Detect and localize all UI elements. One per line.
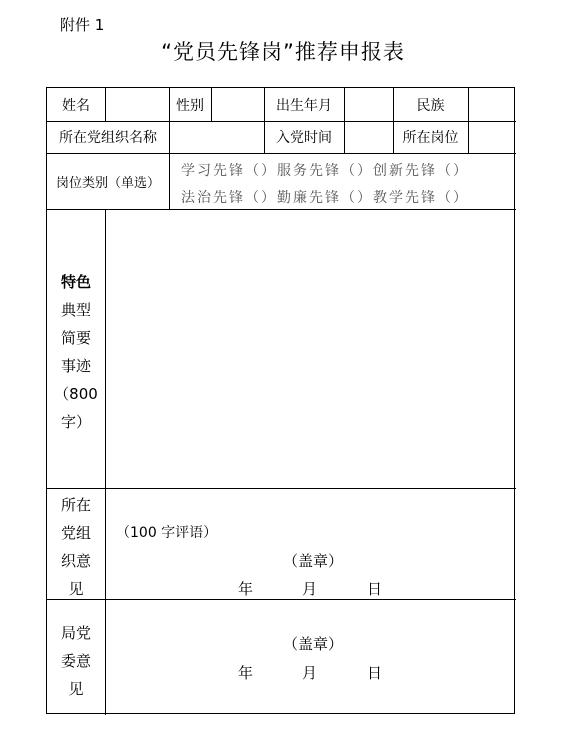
deeds-label-line: 字） [60,413,91,431]
attachment-label: 附件 1 [60,16,105,34]
org-opinion-label-line: 织意 [60,552,91,570]
join-date-input-cell[interactable] [344,121,393,153]
org-seal-label: （盖章） [283,552,344,570]
application-form [46,87,515,714]
bureau-date-month: 月 [302,664,318,682]
bureau-date-year: 年 [238,664,254,682]
bureau-opinion-label-line: 局党 [60,624,91,642]
org-date-year: 年 [238,580,254,598]
name-label: 姓名 [62,97,90,114]
category-options-line-2[interactable]: 法治先锋（）勤廉先锋（）教学先锋（） [181,190,469,206]
deeds-label-line: 特色 [60,273,91,291]
birth-input-cell[interactable] [344,88,393,121]
org-date-month: 月 [302,580,318,598]
gender-input-cell[interactable] [211,88,264,121]
bureau-seal-label: （盖章） [283,635,344,653]
bureau-date-day: 日 [367,664,383,682]
post-category-label: 岗位类别（单选） [55,175,160,191]
deeds-label [47,268,105,436]
form-title: “党员先锋岗”推荐申报表 [161,40,405,64]
ethnicity-input-cell[interactable] [468,88,516,121]
deeds-label-line: （800 [54,385,98,403]
org-opinion-label-line: 所在 [60,496,91,514]
join-date-label: 入党时间 [276,130,332,146]
bureau-opinion-content-area[interactable] [106,600,516,715]
org-name-input-cell[interactable] [169,121,264,153]
bureau-opinion-label-line: 见 [68,680,84,698]
org-opinion-label-line: 党组 [60,524,91,542]
col-divider [169,153,170,209]
deeds-label-line: 典型 [60,301,91,319]
gender-label: 性别 [176,97,204,114]
org-date-day: 日 [367,580,383,598]
post-label: 所在岗位 [402,130,459,146]
bureau-opinion-label [47,619,105,703]
birth-label: 出生年月 [276,97,332,114]
org-name-label: 所在党组织名称 [59,130,157,146]
org-opinion-label-line: 见 [68,580,84,598]
deeds-label-line: 事迹 [60,357,91,375]
ethnicity-label: 民族 [416,97,445,114]
deeds-content-area[interactable] [106,210,516,488]
post-input-cell[interactable] [468,121,516,153]
bureau-opinion-label-line: 委意 [60,652,91,670]
org-opinion-label [47,491,105,603]
deeds-label-line: 简要 [60,329,91,347]
name-input-cell[interactable] [105,88,169,121]
category-options-line-1[interactable]: 学习先锋（）服务先锋（）创新先锋（） [181,163,469,179]
comment-hint: （100 字评语） [116,525,218,541]
